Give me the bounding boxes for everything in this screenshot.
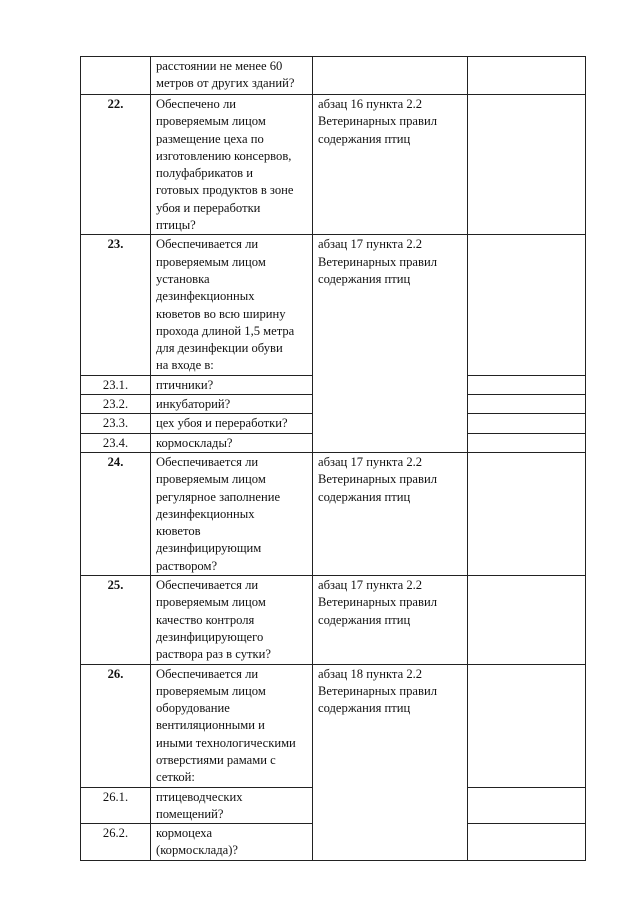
answer-cell <box>468 57 586 95</box>
question-text: птичники? <box>151 375 313 394</box>
table-row <box>81 576 586 664</box>
row-number: 26.1. <box>81 787 151 824</box>
answer-cell <box>468 375 586 394</box>
question-text: Обеспечено ли проверяемым лицом размещение цеха по изготовлению консервов, полуфабрикатов и готовых продуктов в зоне убоя и переработки птицы? <box>151 95 313 235</box>
checklist-table <box>80 56 586 861</box>
question-text: цех убоя и переработки? <box>151 414 313 433</box>
reference-cell <box>313 57 468 95</box>
question-text: Обеспечивается ли проверяемым лицом качество контроля дезинфицирующего раствора раз в сутки? <box>151 576 313 664</box>
reference-cell: абзац 17 пункта 2.2 Ветеринарных правил содержания птиц <box>313 576 468 664</box>
row-number: 25. <box>81 576 151 664</box>
row-number: 22. <box>81 95 151 235</box>
reference-cell: абзац 17 пункта 2.2 Ветеринарных правил содержания птиц <box>313 235 468 453</box>
question-text: кормоцеха (кормосклада)? <box>151 824 313 861</box>
table-row <box>81 664 586 787</box>
reference-cell: абзац 16 пункта 2.2 Ветеринарных правил содержания птиц <box>313 95 468 235</box>
answer-cell <box>468 664 586 787</box>
row-number: 26. <box>81 664 151 787</box>
answer-cell <box>468 395 586 414</box>
row-number: 23.3. <box>81 414 151 433</box>
table-row <box>81 95 586 235</box>
question-text: Обеспечивается ли проверяемым лицом оборудование вентиляционными и иными технологическими отверстиями рамами с сеткой: <box>151 664 313 787</box>
reference-cell: абзац 17 пункта 2.2 Ветеринарных правил содержания птиц <box>313 452 468 575</box>
answer-cell <box>468 452 586 575</box>
table-row <box>81 452 586 575</box>
answer-cell <box>468 95 586 235</box>
row-number: 23.2. <box>81 395 151 414</box>
row-number: 23. <box>81 235 151 375</box>
question-text: кормосклады? <box>151 433 313 452</box>
row-number <box>81 57 151 95</box>
question-text: Обеспечивается ли проверяемым лицом установка дезинфекционных кюветов во всю ширину прохода длиной 1,5 метра для дезинфекции обуви на входе в: <box>151 235 313 375</box>
row-number: 26.2. <box>81 824 151 861</box>
row-number: 23.4. <box>81 433 151 452</box>
question-text: Обеспечивается ли проверяемым лицом регулярное заполнение дезинфекционных кюветов дезинфицирующим раствором? <box>151 452 313 575</box>
question-text: птицеводческих помещений? <box>151 787 313 824</box>
answer-cell <box>468 787 586 824</box>
reference-cell: абзац 18 пункта 2.2 Ветеринарных правил содержания птиц <box>313 664 468 860</box>
question-text: инкубаторий? <box>151 395 313 414</box>
answer-cell <box>468 414 586 433</box>
question-text: расстоянии не менее 60 метров от других зданий? <box>151 57 313 95</box>
answer-cell <box>468 235 586 375</box>
answer-cell <box>468 576 586 664</box>
answer-cell <box>468 433 586 452</box>
table-row <box>81 57 586 95</box>
answer-cell <box>468 824 586 861</box>
table-row <box>81 235 586 375</box>
row-number: 23.1. <box>81 375 151 394</box>
row-number: 24. <box>81 452 151 575</box>
